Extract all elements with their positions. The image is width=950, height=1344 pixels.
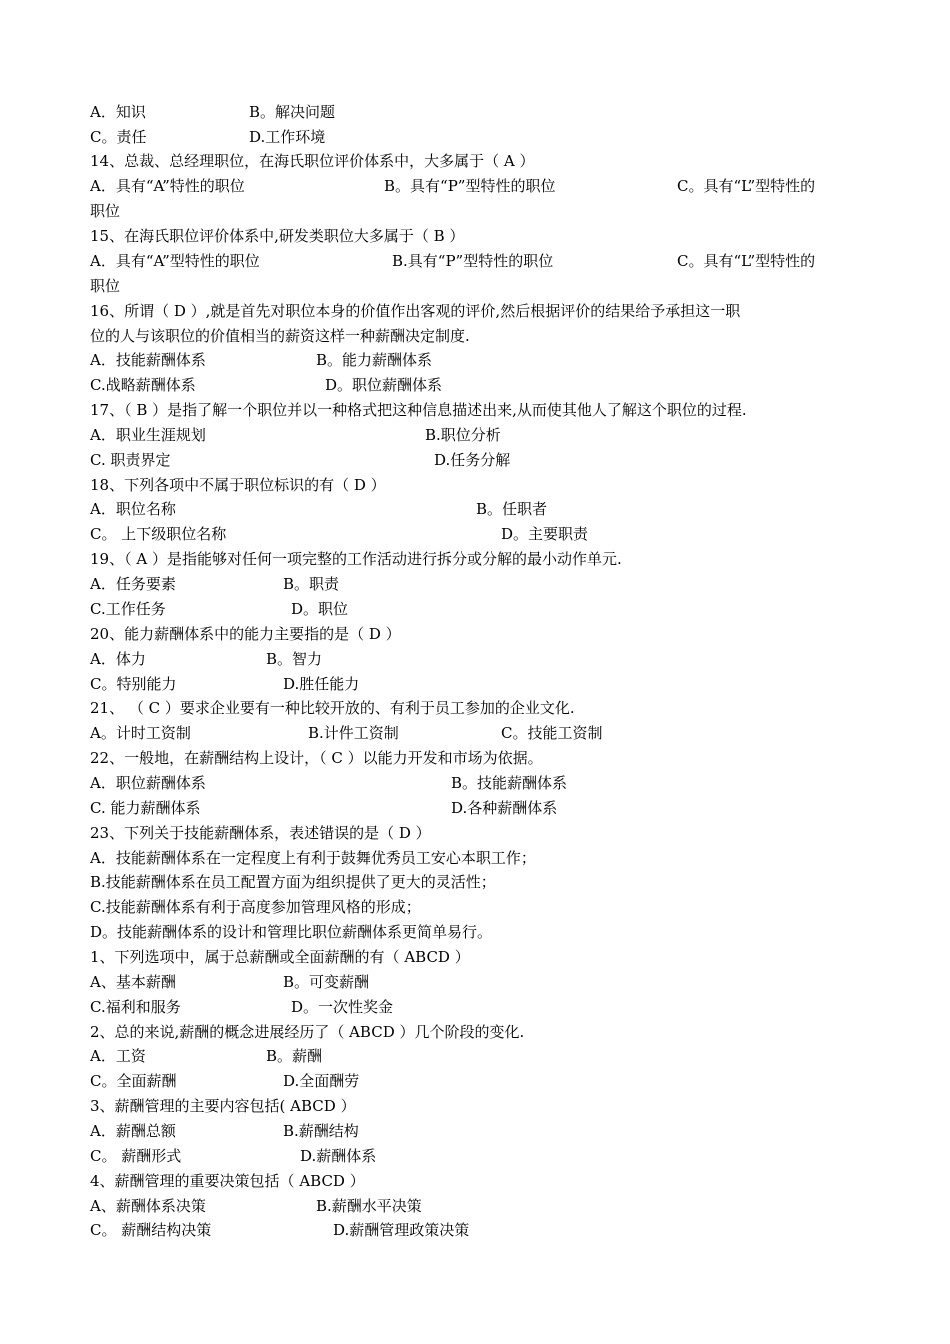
option-c: C.战略薪酬体系 (90, 376, 196, 394)
option-d: D。主要职责 (501, 525, 589, 543)
option-a: A．工资 (90, 1047, 146, 1065)
option-d: D。职位薪酬体系 (325, 376, 443, 394)
option-c: C. 能力薪酬体系 (90, 799, 201, 817)
option-a: A．职业生涯规划 (90, 426, 206, 444)
question-text: 15、在海氏职位评价体系中,研发类职位大多属于（ B ） (90, 227, 465, 245)
option-d: D.各种薪酬体系 (451, 799, 558, 817)
option-b: B。能力薪酬体系 (316, 351, 433, 369)
option-c: C。责任 (90, 128, 147, 146)
question-text: 20、能力薪酬体系中的能力主要指的是（ D ） (90, 625, 401, 643)
option-b: B。具有“P”型特性的职位 (384, 177, 556, 195)
option-a: A．薪酬总额 (90, 1122, 176, 1140)
option-c: C。特别能力 (90, 675, 177, 693)
option-a: A。计时工资制 (90, 724, 191, 742)
option-b: B。职责 (283, 575, 340, 593)
option-a: A．任务要素 (90, 575, 176, 593)
option-c: C。 薪酬结构决策 (90, 1221, 212, 1239)
option-a: A、薪酬体系决策 (90, 1197, 206, 1215)
option-d: D.胜任能力 (283, 675, 360, 693)
option-a: A．职位薪酬体系 (90, 774, 206, 792)
option-c: C.福利和服务 (90, 998, 181, 1016)
option-a: A．技能薪酬体系 (90, 351, 206, 369)
question-text: 22、一般地，在薪酬结构上设计，（ C ）以能力开发和市场为依据。 (90, 749, 543, 767)
option-c: C。具有“L”型特性的 (677, 252, 816, 270)
option-d: D.工作环境 (249, 128, 326, 146)
option-b: B。任职者 (476, 500, 548, 518)
option-a: A．知识 (90, 103, 146, 121)
option-a: A．具有“A”型特性的职位 (90, 252, 260, 270)
question-text: 19、（ A ）是指能够对任何一项完整的工作活动进行拆分或分解的最小动作单元. (90, 550, 622, 568)
option-a: A．体力 (90, 650, 146, 668)
question-text: 1、下列选项中，属于总薪酬或全面薪酬的有（ ABCD ） (90, 948, 470, 966)
question-text: 23、下列关于技能薪酬体系，表述错误的是（ D ） (90, 824, 431, 842)
option-d: D.薪酬管理政策决策 (333, 1221, 470, 1239)
question-text: 21、 （ C ）要求企业要有一种比较开放的、有利于员工参加的企业文化. (90, 699, 575, 717)
option-d: D。技能薪酬体系的设计和管理比职位薪酬体系更简单易行。 (90, 923, 493, 941)
question-text: 3、薪酬管理的主要内容包括( ABCD ） (90, 1097, 356, 1115)
option-c: C. 职责界定 (90, 451, 171, 469)
option-a: A．具有“A”特性的职位 (90, 177, 245, 195)
continuation-text: 职位 (90, 277, 121, 295)
question-text: 位的人与该职位的价值相当的薪资这样一种薪酬决定制度. (90, 327, 470, 345)
option-b: B.薪酬结构 (283, 1122, 359, 1140)
question-text: 2、总的来说,薪酬的概念进展经历了（ ABCD ）几个阶段的变化. (90, 1023, 525, 1041)
question-text: 17、（ B ）是指了解一个职位并以一种格式把这种信息描述出来,从而使其他人了解这个职位的过程. (90, 401, 747, 419)
option-d: D.任务分解 (434, 451, 511, 469)
option-d: D。职位 (291, 600, 349, 618)
option-a: A．职位名称 (90, 500, 176, 518)
option-b: B。可变薪酬 (283, 973, 370, 991)
option-c: C。技能工资制 (501, 724, 603, 742)
option-c: C。全面薪酬 (90, 1072, 177, 1090)
question-text: 18、下列各项中不属于职位标识的有（ D ） (90, 476, 386, 494)
option-c: C.技能薪酬体系有利于高度参加管理风格的形成； (90, 898, 421, 916)
option-c: C。 上下级职位名称 (90, 525, 227, 543)
option-d: D.全面酬劳 (283, 1072, 360, 1090)
option-b: B。薪酬 (266, 1047, 323, 1065)
question-text: 4、薪酬管理的重要决策包括（ ABCD ） (90, 1172, 365, 1190)
option-b: B.职位分析 (425, 426, 501, 444)
question-text: 16、所谓（ D ）,就是首先对职位本身的价值作出客观的评价,然后根据评价的结果给予承担这一职 (90, 302, 741, 320)
option-b: B.具有“P”型特性的职位 (392, 252, 554, 270)
option-c: C。 薪酬形式 (90, 1147, 182, 1165)
option-a: A、基本薪酬 (90, 973, 176, 991)
continuation-text: 职位 (90, 202, 121, 220)
option-b: B。解决问题 (249, 103, 336, 121)
option-b: B.计件工资制 (308, 724, 399, 742)
option-c: C。具有“L”型特性的 (677, 177, 816, 195)
option-d: D。一次性奖金 (291, 998, 394, 1016)
option-b: B.技能薪酬体系在员工配置方面为组织提供了更大的灵活性； (90, 873, 496, 891)
option-a: A．技能薪酬体系在一定程度上有利于鼓舞优秀员工安心本职工作； (90, 849, 536, 867)
option-b: B.薪酬水平决策 (316, 1197, 422, 1215)
question-text: 14、总裁、总经理职位，在海氏职位评价体系中，大多属于（ A ） (90, 152, 535, 170)
option-b: B。技能薪酬体系 (451, 774, 568, 792)
option-d: D.薪酬体系 (300, 1147, 377, 1165)
option-b: B。智力 (266, 650, 323, 668)
option-c: C.工作任务 (90, 600, 166, 618)
